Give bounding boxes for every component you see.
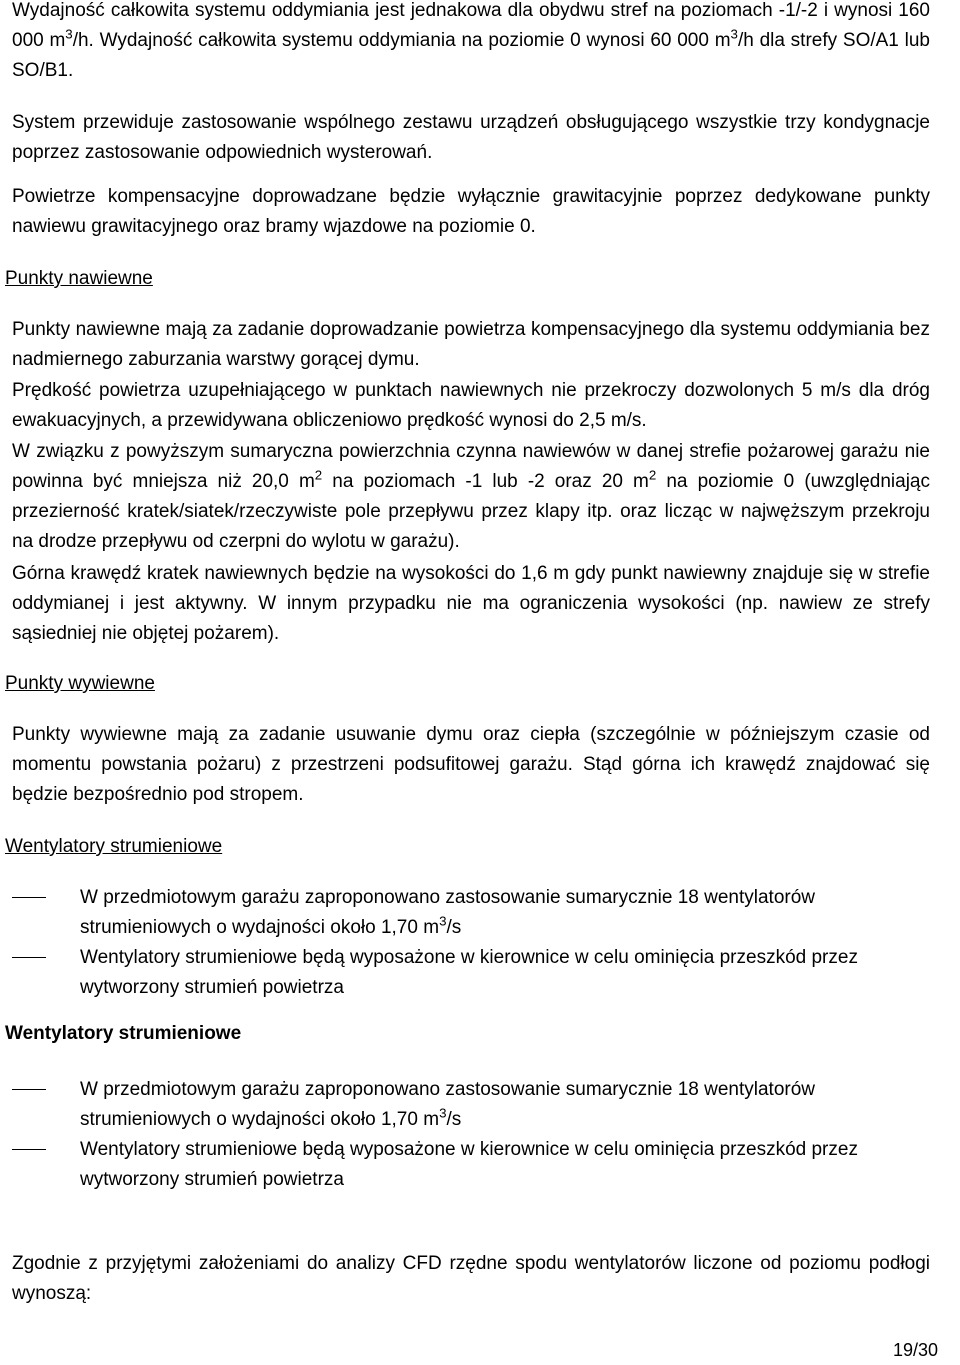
paragraph-supply-purpose: Punkty nawiewne mają za zadanie doprowadzanie powietrza kompensacyjnego dla systemu oddymiania bez nadmiernego zaburzania warstwy gorącej dymu.: [12, 319, 930, 370]
paragraph-compensation-air: Powietrze kompensacyjne doprowadzane będzie wyłącznie grawitacyjnie poprzez dedykowane punkty nawiewu grawitacyjnego oraz bramy wjazdowe na poziomie 0.: [12, 186, 930, 237]
heading-supply-points: Punkty nawiewne: [5, 268, 153, 289]
dash-bullet-icon: [12, 1149, 46, 1150]
page-number: 19/30: [892, 1340, 938, 1360]
heading-jet-fans-bold: Wentylatory strumieniowe: [5, 1023, 242, 1044]
list-item-text: Wentylatory strumieniowe będą wyposażone w kierownice w celu ominięcia przeszkód przez wytworzony strumień powietrza: [80, 1139, 858, 1190]
paragraph-cfd-assumptions: Zgodnie z przyjętymi założeniami do analizy CFD rzędne spodu wentylatorów liczone od poziomu podłogi wynoszą:: [12, 1253, 930, 1304]
dash-bullet-icon: [12, 897, 46, 898]
paragraph-capacity: Wydajność całkowita systemu oddymiania jest jednakowa dla obydwu stref na poziomach -1/-2 i wynosi 160 000 $m^3/h$. Wydajność całkowita systemu oddymiania na poziomie 0 wynosi 60 000 $m^3/h$ dla strefy SO/A1 lub SO/B1.: [12, 0, 930, 81]
paragraph-supply-velocity: Prędkość powietrza uzupełniającego w punktach nawiewnych nie przekroczy dozwolonych 5 m/s dla dróg ewakuacyjnych, a przewidywana obliczeniowo prędkość wynosi do 2,5 m/s.: [12, 380, 930, 431]
paragraph-exhaust-purpose: Punkty wywiewne mają za zadanie usuwanie dymu oraz ciepła (szczególnie w późniejszym czasie od momentu powstania pożaru) z przestrzeni podsufitowej garażu. Stąd górna ich krawędź znajdować się będzie bezpośrednio pod stropem.: [12, 724, 930, 805]
list-item: [12, 943, 930, 1003]
paragraph-system-devices: System przewiduje zastosowanie wspólnego zestawu urządzeń obsługującego wszystkie trzy kondygnacje poprzez zastosowanie odpowiednich wysterowań.: [12, 112, 930, 163]
list-item: [12, 883, 930, 943]
jet-fans-list-2: [12, 1075, 930, 1195]
heading-exhaust-points: Punkty wywiewne: [5, 673, 155, 694]
list-item: [12, 1075, 930, 1135]
paragraph-supply-height: Górna krawędź kratek nawiewnych będzie na wysokości do 1,6 m gdy punkt nawiewny znajduje się w strefie oddymianej i jest aktywny. W innym przypadku nie ma ograniczenia wysokości (np. nawiew ze strefy sąsiedniej nie objętej pożarem).: [12, 563, 930, 644]
list-item-text: W przedmiotowym garażu zaproponowano zastosowanie sumarycznie 18 wentylatorów strumieniowych o wydajności około 1,70 $m^3/s$: [80, 887, 816, 938]
list-item-text: Wentylatory strumieniowe będą wyposażone w kierownice w celu ominięcia przeszkód przez wytworzony strumień powietrza: [80, 947, 858, 998]
dash-bullet-icon: [12, 957, 46, 958]
dash-bullet-icon: [12, 1089, 46, 1090]
list-item-text: W przedmiotowym garażu zaproponowano zastosowanie sumarycznie 18 wentylatorów strumieniowych o wydajności około 1,70 $m^3/s$: [80, 1079, 816, 1130]
heading-jet-fans-underlined: Wentylatory strumieniowe: [5, 836, 223, 857]
list-item: [12, 1135, 930, 1195]
jet-fans-list-1: [12, 883, 930, 1003]
paragraph-supply-area: W związku z powyższym sumaryczna powierzchnia czynna nawiewów w danej strefie pożarowej garażu nie powinna być mniejsza niż 20,0 $m^2$ na poziomach -1 lub -2 oraz 20 $m^2$ na poziomie 0 (uwzględniając przezierność kratek/siatek/rzeczywiste pole przepływu przez klapy itp. oraz licząc w najwęższym przekroju na drodze przepływu od czerpni do wylotu w garażu).: [12, 441, 930, 552]
